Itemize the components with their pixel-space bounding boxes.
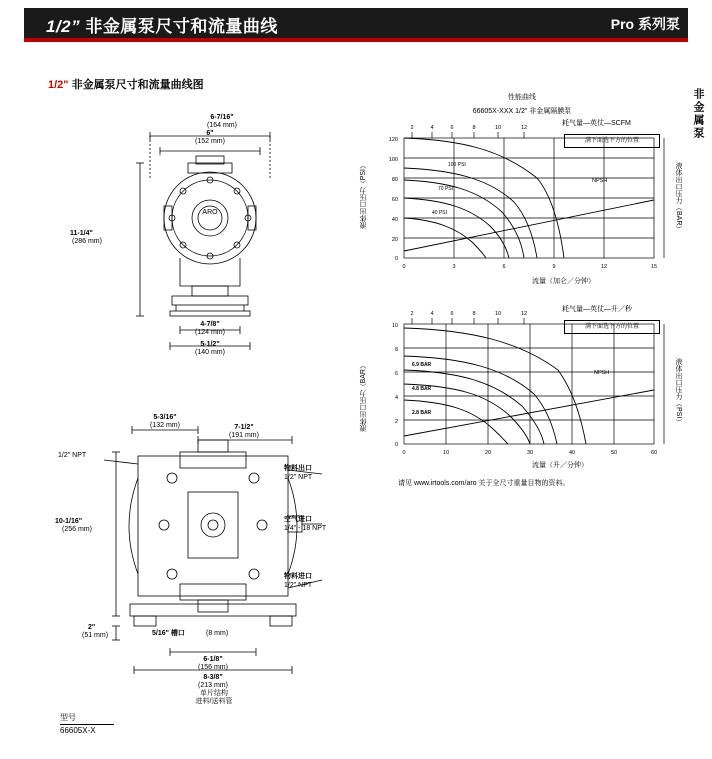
chart1-xlabel: 流量（加仑／分钟） xyxy=(532,278,595,285)
svg-text:6: 6 xyxy=(450,125,454,131)
header-series-label: Pro 系列泵 xyxy=(610,16,680,32)
section-subtitle xyxy=(48,76,204,92)
dim-label-6-7-16: 6-7/16" xyxy=(210,114,234,121)
chart2-ylabel: 液体出口压力（BAR） xyxy=(360,362,367,433)
page-title xyxy=(46,12,278,37)
svg-text:0: 0 xyxy=(394,256,398,262)
svg-text:60: 60 xyxy=(650,450,658,456)
svg-text:2: 2 xyxy=(394,419,398,425)
svg-text:40: 40 xyxy=(391,217,398,223)
dim-sublabel-140mm: (140 mm) xyxy=(195,349,225,356)
svg-text:50: 50 xyxy=(610,450,618,456)
chart1-ylabel: 液体出口压力（PSI） xyxy=(360,162,367,230)
slot-note-line1: 单片结构 xyxy=(200,690,228,697)
svg-text:10: 10 xyxy=(494,125,502,131)
model-value: 66605X-X xyxy=(60,726,96,735)
dim-sublabel-152mm: (152 mm) xyxy=(195,138,225,145)
model-label: 型号 xyxy=(60,712,114,725)
svg-text:120: 120 xyxy=(388,137,398,143)
svg-text:20: 20 xyxy=(484,450,492,456)
dim-sublabel-191mm: (191 mm) xyxy=(229,432,259,439)
chart2-top-axis-label: 耗气量—英仗—升／秒 xyxy=(562,306,632,313)
svg-text:0: 0 xyxy=(402,264,406,270)
svg-text:2: 2 xyxy=(410,311,414,317)
svg-text:30: 30 xyxy=(526,450,534,456)
svg-text:60: 60 xyxy=(391,197,398,203)
dim-label-5-3-16: 5-3/16" xyxy=(153,414,177,421)
chart1-note-box: 满下面选下方的位置 xyxy=(564,134,660,148)
svg-text:6: 6 xyxy=(450,311,454,317)
dim-sublabel-124mm: (124 mm) xyxy=(195,329,225,336)
chart1-right-axis-label: 液体出口压力（BAR） xyxy=(675,162,682,233)
dim-label-2in: 2" xyxy=(88,624,96,631)
svg-text:6: 6 xyxy=(502,264,506,270)
svg-text:12: 12 xyxy=(600,264,608,270)
svg-text:40: 40 xyxy=(568,450,576,456)
svg-text:2.8 BAR: 2.8 BAR xyxy=(412,410,432,416)
callout-material-inlet-size: 1/2" NPT xyxy=(284,582,313,589)
dim-sublabel-286mm: (286 mm) xyxy=(72,238,102,245)
model-block xyxy=(60,712,114,736)
svg-text:6: 6 xyxy=(394,371,398,377)
web-reference-note: 请见 www.irtools.com/aro 关于全尺寸重量目物的资料。 xyxy=(398,480,570,487)
dim-sublabel-51mm: (51 mm) xyxy=(82,632,109,639)
dim-sublabel-213mm: (213 mm) xyxy=(198,682,228,689)
svg-text:10: 10 xyxy=(442,450,450,456)
svg-text:0: 0 xyxy=(402,450,406,456)
svg-text:10: 10 xyxy=(494,311,502,317)
callout-material-outlet-size: 1/2" NPT xyxy=(284,474,313,481)
svg-text:NPSH: NPSH xyxy=(592,178,608,184)
dim-label-8-3-8: 8-3/8" xyxy=(203,674,223,681)
svg-text:100: 100 xyxy=(388,157,398,163)
dim-label-11-1-4: 11-1/4" xyxy=(70,230,93,237)
svg-text:3: 3 xyxy=(452,264,456,270)
dimension-drawing-bottom xyxy=(55,408,360,705)
svg-text:20: 20 xyxy=(391,237,398,243)
callout-material-inlet: 物料进口 xyxy=(284,573,312,580)
dim-sublabel-156mm: (156 mm) xyxy=(198,664,228,671)
callout-material-outlet: 物料出口 xyxy=(284,465,312,472)
dim-label-4-7-8: 4-7/8" xyxy=(200,321,220,328)
callout-air-inlet: 空气进口 xyxy=(284,516,312,523)
svg-text:4: 4 xyxy=(430,125,434,131)
dimension-drawing-top xyxy=(70,114,340,368)
page-header xyxy=(0,8,712,42)
svg-text:10: 10 xyxy=(391,323,398,329)
svg-text:4: 4 xyxy=(394,395,398,401)
chart-subtitle: 66605X-XXX 1/2" 非金属隔膜泵 xyxy=(472,108,572,115)
port-label-npt: 1/2" NPT xyxy=(58,452,87,459)
svg-text:6.9 BAR: 6.9 BAR xyxy=(412,362,432,368)
svg-text:40 PSI: 40 PSI xyxy=(432,210,448,216)
dim-label-slot: 5/16" 槽口 xyxy=(152,630,185,637)
svg-text:ARO: ARO xyxy=(202,209,218,216)
dim-sublabel-132mm: (132 mm) xyxy=(150,422,180,429)
chart2-right-axis-label: 液体出口压力（PSI） xyxy=(675,358,682,426)
chart1-top-axis-label: 耗气量—英仗—SCFM xyxy=(562,120,631,127)
chart2-xlabel: 流量（升／分钟） xyxy=(532,462,588,469)
dim-label-7-1-2: 7-1/2" xyxy=(234,424,254,431)
chart2-note-box: 满下面选下方的位置 xyxy=(564,320,660,334)
svg-text:80: 80 xyxy=(391,177,398,183)
svg-text:4.8 BAR: 4.8 BAR xyxy=(412,386,432,392)
svg-text:4: 4 xyxy=(430,311,434,317)
svg-text:12: 12 xyxy=(520,311,528,317)
subtitle-text: 非金属泵尺寸和流量曲线图 xyxy=(71,79,204,91)
chart-main-title: 性能曲线 xyxy=(508,94,536,101)
performance-chart-psi xyxy=(352,92,692,292)
svg-text:100 PSI: 100 PSI xyxy=(448,162,466,168)
dim-label-6: 6" xyxy=(206,130,214,137)
svg-text:12: 12 xyxy=(520,125,528,131)
dim-sublabel-164mm: (164 mm) xyxy=(207,122,237,129)
page-title-text: 非金属泵尺寸和流量曲线 xyxy=(85,17,278,36)
dim-label-6-1-8: 6-1/8" xyxy=(203,656,223,663)
svg-text:0: 0 xyxy=(394,442,398,448)
side-tab-label: 非金属泵 xyxy=(692,88,704,140)
svg-text:NPSH: NPSH xyxy=(594,370,610,376)
svg-text:70 PSI: 70 PSI xyxy=(438,186,454,192)
performance-chart-bar xyxy=(352,296,692,486)
svg-text:8: 8 xyxy=(394,347,398,353)
svg-text:8: 8 xyxy=(472,125,476,131)
slot-note-line2: 进料/送料管 xyxy=(195,698,233,705)
subtitle-fraction: 1/2" xyxy=(48,79,69,91)
svg-text:8: 8 xyxy=(472,311,476,317)
dim-label-10-1-16: 10-1/16" xyxy=(55,518,83,525)
dim-sublabel-8mm: (8 mm) xyxy=(206,630,229,637)
callout-air-inlet-size: 1/4" - 18 NPT xyxy=(284,525,327,532)
page-title-fraction: 1/2” xyxy=(46,17,81,36)
svg-text:2: 2 xyxy=(410,125,414,131)
svg-text:9: 9 xyxy=(552,264,556,270)
svg-text:15: 15 xyxy=(650,264,658,270)
dim-label-5-1-2: 5-1/2" xyxy=(200,341,220,348)
dim-sublabel-256mm: (256 mm) xyxy=(62,526,92,533)
